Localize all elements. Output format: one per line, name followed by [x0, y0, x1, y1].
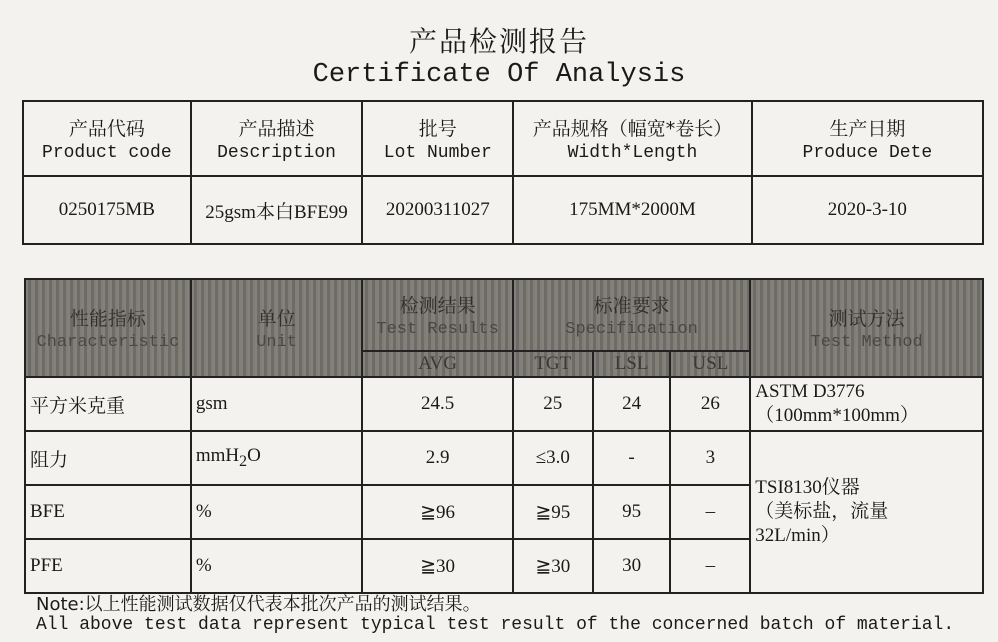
header-produce-date: 生产日期 Produce Dete — [752, 101, 983, 176]
header-avg: AVG — [362, 351, 513, 377]
header-tgt: TGT — [513, 351, 593, 377]
header-test-method: 测试方法 Test Method — [750, 279, 983, 377]
unit-cell: % — [191, 485, 362, 539]
avg-cell: 2.9 — [362, 431, 513, 485]
lsl-cell: 30 — [593, 539, 671, 593]
produce-date-value: 2020-3-10 — [752, 176, 983, 244]
header-lsl: LSL — [593, 351, 671, 377]
tgt-cell: ≧30 — [513, 539, 593, 593]
characteristic-cell: 阻力 — [25, 431, 191, 485]
lsl-cell: 24 — [593, 377, 671, 431]
header-width-length: 产品规格（幅宽*卷长） Width*Length — [513, 101, 751, 176]
header-test-results: 检测结果 Test Results — [362, 279, 513, 351]
lot-number-value: 20200311027 — [362, 176, 513, 244]
test-method-cell: ASTM D3776 （100mm*100mm） — [750, 377, 983, 431]
note-cn: Note:以上性能测试数据仅代表本批次产品的测试结果。 — [36, 594, 481, 615]
tgt-cell: ≤3.0 — [513, 431, 593, 485]
lsl-cell: - — [593, 431, 671, 485]
description-value: 25gsm本白BFE99 — [191, 176, 363, 244]
note-en: All above test data represent typical test result of the concerned batch of material. — [36, 615, 955, 635]
width-length-value: 175MM*2000M — [513, 176, 751, 244]
tgt-cell: 25 — [513, 377, 593, 431]
usl-cell: 26 — [670, 377, 750, 431]
header-usl: USL — [670, 351, 750, 377]
product-code-value: 0250175MB — [23, 176, 191, 244]
header-specification: 标准要求 Specification — [513, 279, 750, 351]
unit-cell: gsm — [191, 377, 362, 431]
table-row — [25, 377, 983, 431]
unit-cell: mmH$_2$O — [191, 431, 362, 485]
characteristic-cell: PFE — [25, 539, 191, 593]
header-product-code: 产品代码 Product code — [23, 101, 191, 176]
avg-cell: ≧96 — [362, 485, 513, 539]
lsl-cell: 95 — [593, 485, 671, 539]
header-unit: 单位 Unit — [191, 279, 362, 377]
test-method-cell: TSI8130仪器 （美标盐，流量 32L/min） — [750, 431, 983, 593]
usl-cell: – — [670, 485, 750, 539]
characteristic-cell: BFE — [25, 485, 191, 539]
tgt-cell: ≧95 — [513, 485, 593, 539]
product-info-table — [22, 100, 984, 245]
header-lot-number: 批号 Lot Number — [362, 101, 513, 176]
header-characteristic: 性能指标 Characteristic — [25, 279, 191, 377]
report-title-cn: 产品检测报告 — [408, 27, 589, 58]
characteristic-cell: 平方米克重 — [25, 377, 191, 431]
avg-cell: 24.5 — [362, 377, 513, 431]
table-row — [25, 431, 983, 485]
avg-cell: ≧30 — [362, 539, 513, 593]
header-description: 产品描述 Description — [191, 101, 363, 176]
report-title-en: Certificate Of Analysis — [312, 60, 686, 90]
unit-cell: % — [191, 539, 362, 593]
usl-cell: – — [670, 539, 750, 593]
performance-table — [24, 278, 984, 594]
usl-cell: 3 — [670, 431, 750, 485]
